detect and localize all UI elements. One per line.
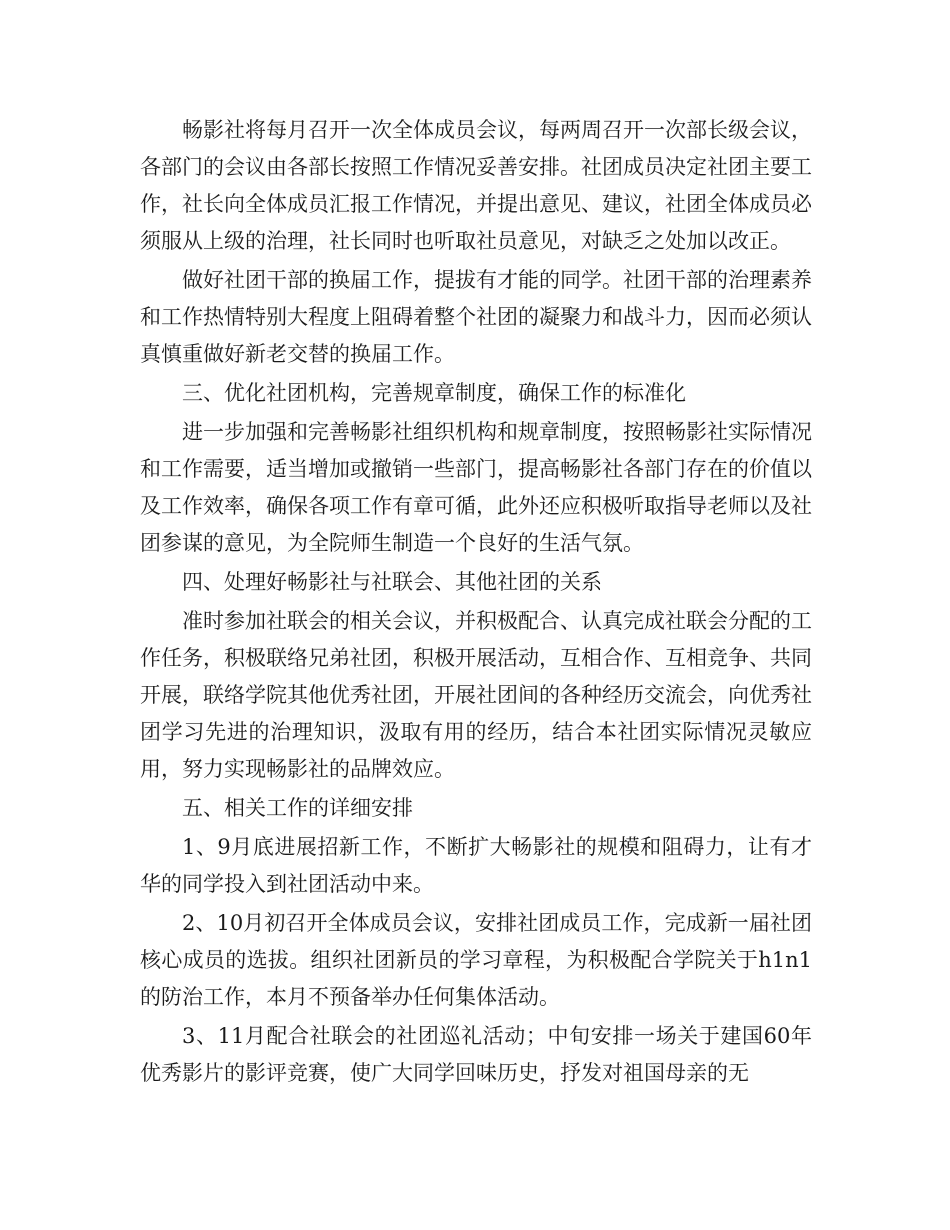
paragraph-organization: 进一步加强和完善畅影社组织机构和规章制度，按照畅影社实际情况和工作需要，适当增加或撤销一些部门，提高畅影社各部门存在的价值以及工作效率，确保各项工作有章可循，此外还应积极听取指导老师以及社团参谋的意见，为全院师生制造一个良好的生活气氛。: [140, 420, 812, 555]
list-item-november: 3、11月配合社联会的社团巡礼活动；中旬安排一场关于建国60年优秀影片的影评竞赛，使广大同学回味历史，抒发对祖国母亲的无: [140, 1024, 812, 1085]
paragraph-leadership-handover: 做好社团干部的换届工作，提拔有才能的同学。社团干部的治理素养和工作热情特别大程度上阻碍着整个社团的凝聚力和战斗力，因而必须认真慎重做好新老交替的换届工作。: [140, 268, 812, 366]
section-heading-5: 五、相关工作的详细安排: [182, 796, 413, 820]
section-heading-3: 三、优化社团机构，完善规章制度，确保工作的标准化: [182, 381, 686, 405]
paragraph-relations: 准时参加社联会的相关会议，并积极配合、认真完成社联会分配的工作任务，积极联络兄弟社团，积极开展活动，互相合作、互相竞争、共同开展，联络学院其他优秀社团，开展社团间的各种经历交流会，向优秀社团学习先进的治理知识，汲取有用的经历，结合本社团实际情况灵敏应用，努力实现畅影社的品牌效应。: [140, 609, 812, 781]
list-item-october: 2、10月初召开全体成员会议，安排社团成员工作，完成新一届社团核心成员的选拔。组织社团新员的学习章程，为积极配合学院关于h1n1的防治工作，本月不预备举办任何集体活动。: [140, 911, 812, 1009]
document-body: [140, 112, 812, 1094]
section-heading-4: 四、处理好畅影社与社联会、其他社团的关系: [182, 570, 602, 594]
list-item-september: 1、9月底进展招新工作，不断扩大畅影社的规模和阻碍力，让有才华的同学投入到社团活动中来。: [140, 835, 812, 896]
paragraph-meeting-schedule: 畅影社将每月召开一次全体成员会议，每两周召开一次部长级会议，各部门的会议由各部长按照工作情况妥善安排。社团成员决定社团主要工作，社长向全体成员汇报工作情况，并提出意见、建议，社团全体成员必须服从上级的治理，社长同时也听取社员意见，对缺乏之处加以改正。: [140, 118, 812, 253]
